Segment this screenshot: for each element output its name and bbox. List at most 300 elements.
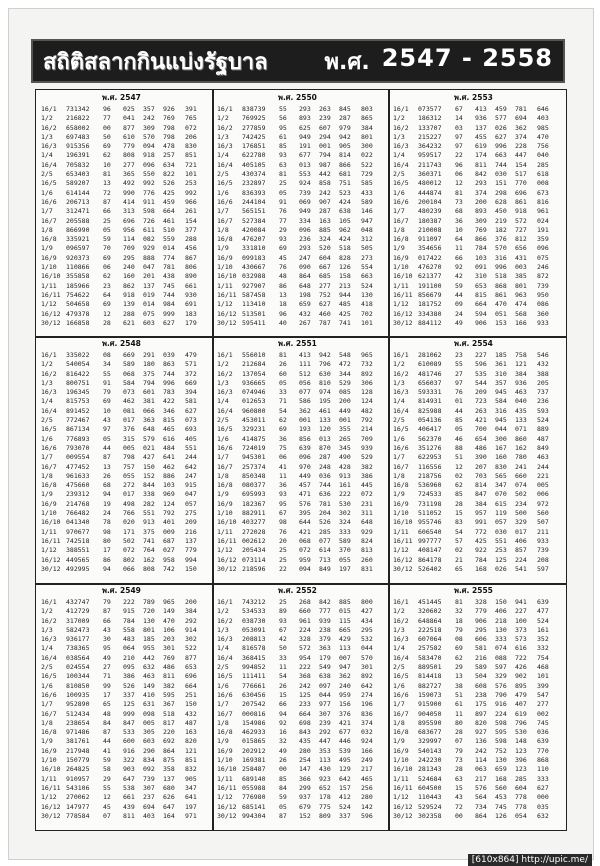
draw-date: 1/6 <box>41 681 53 690</box>
back-3-prize-b: 036 <box>537 728 549 737</box>
back-3-prize-a: 792 <box>163 509 175 518</box>
back-3-prize-a: 054 <box>515 811 527 820</box>
first-prize: 270062 <box>66 793 90 802</box>
back-3-prize-a: 744 <box>163 369 175 378</box>
draw-row <box>38 198 211 207</box>
front-3-prize-a: 999 <box>123 709 135 718</box>
front-3-prize-b: 130 <box>495 625 507 634</box>
two-digit-prize: 09 <box>455 300 463 309</box>
front-3-prize-a: 843 <box>299 728 311 737</box>
back-3-prize-b: 288 <box>185 235 197 244</box>
draw-row <box>214 598 387 607</box>
two-digit-prize: 97 <box>103 425 111 434</box>
front-3-prize-b: 918 <box>143 151 155 160</box>
draw-date: 1/11 <box>41 527 57 536</box>
first-prize: 232897 <box>242 179 266 188</box>
draw-row <box>38 598 211 607</box>
year-label: พ.ศ. 2551 <box>278 339 317 348</box>
two-digit-prize: 67 <box>279 625 287 634</box>
front-3-prize-a: 435 <box>299 737 311 746</box>
draw-date: 16/2 <box>393 123 409 132</box>
front-3-prize-a: 068 <box>123 369 135 378</box>
front-3-prize-a: 526 <box>123 681 135 690</box>
two-digit-prize: 81 <box>103 170 111 179</box>
front-3-prize-a: 594 <box>475 309 487 318</box>
back-3-prize-a: 462 <box>163 462 175 471</box>
first-prize: 527384 <box>242 216 266 225</box>
front-3-prize-b: 160 <box>495 453 507 462</box>
back-3-prize-a: 406 <box>515 536 527 545</box>
back-3-prize-b: 377 <box>185 225 197 234</box>
year-label: พ.ศ. 2553 <box>454 93 493 102</box>
back-3-prize-b: 522 <box>185 644 197 653</box>
back-3-prize-a: 156 <box>339 700 351 709</box>
draw-date: 1/4 <box>217 397 229 406</box>
draw-row <box>214 719 387 728</box>
front-3-prize-b: 047 <box>143 263 155 272</box>
draw-date: 16/9 <box>217 746 233 755</box>
front-3-prize-b: 316 <box>495 253 507 262</box>
two-digit-prize: 81 <box>455 188 463 197</box>
back-3-prize-b: 571 <box>185 360 197 369</box>
back-3-prize-a: 014 <box>163 244 175 253</box>
two-digit-prize: 84 <box>279 783 287 792</box>
two-digit-prize: 71 <box>103 672 111 681</box>
two-digit-prize: 63 <box>455 774 463 783</box>
draw-date: 16/11 <box>41 783 61 792</box>
front-3-prize-a: 191 <box>299 142 311 151</box>
first-prize: 147977 <box>66 802 90 811</box>
draw-row <box>390 198 565 207</box>
two-digit-prize: 28 <box>103 318 111 327</box>
back-3-prize-b: 482 <box>361 406 373 415</box>
two-digit-prize: 63 <box>279 160 287 169</box>
first-prize: 689140 <box>242 774 266 783</box>
two-digit-prize: 69 <box>279 425 287 434</box>
front-3-prize-b: 363 <box>143 416 155 425</box>
two-digit-prize: 27 <box>103 663 111 672</box>
back-3-prize-b: 221 <box>537 471 549 480</box>
back-3-prize-b: 664 <box>185 681 197 690</box>
front-3-prize-b: 307 <box>319 709 331 718</box>
draw-row <box>38 556 211 565</box>
two-digit-prize: 22 <box>455 151 463 160</box>
draw-date: 2/5 <box>393 170 405 179</box>
two-digit-prize: 98 <box>279 518 287 527</box>
front-3-prize-a: 970 <box>299 462 311 471</box>
year-label: พ.ศ. 2548 <box>102 339 141 348</box>
draw-row <box>38 282 211 291</box>
back-3-prize-b: 200 <box>185 598 197 606</box>
first-prize: 562370 <box>418 434 442 443</box>
front-3-prize-b: 789 <box>143 598 155 606</box>
back-3-prize-b: 546 <box>537 351 549 359</box>
front-3-prize-b: 381 <box>143 397 155 406</box>
first-prize: 492995 <box>66 564 90 573</box>
first-prize: 743212 <box>242 598 266 606</box>
two-digit-prize: 38 <box>455 681 463 690</box>
back-3-prize-a: 817 <box>163 718 175 727</box>
back-3-prize-a: 500 <box>515 509 527 518</box>
back-3-prize-b: 547 <box>537 690 549 699</box>
first-prize: 595411 <box>242 318 266 327</box>
first-prize: 331810 <box>242 244 266 253</box>
two-digit-prize: 73 <box>455 756 463 765</box>
back-3-prize-b: 865 <box>361 114 373 123</box>
draw-row <box>390 226 565 235</box>
draw-row <box>214 472 387 481</box>
back-3-prize-a: 694 <box>515 114 527 123</box>
draw-row <box>390 453 565 462</box>
front-3-prize-a: 659 <box>299 300 311 309</box>
two-digit-prize: 93 <box>279 235 287 244</box>
draw-date: 1/3 <box>217 132 229 141</box>
first-prize: 915900 <box>418 700 442 709</box>
first-prize: 214768 <box>66 499 90 508</box>
front-3-prize-b: 628 <box>495 197 507 206</box>
two-digit-prize: 26 <box>279 756 287 765</box>
first-prize: 891452 <box>66 406 90 415</box>
front-3-prize-b: 526 <box>319 518 331 527</box>
back-3-prize-b: 261 <box>185 207 197 216</box>
front-3-prize-b: 945 <box>495 416 507 425</box>
draw-row <box>38 528 211 537</box>
two-digit-prize: 29 <box>279 225 287 234</box>
draw-row <box>214 463 387 472</box>
front-3-prize-b: 201 <box>143 272 155 281</box>
first-prize: 959517 <box>418 151 442 160</box>
back-3-prize-b: 154 <box>185 216 197 225</box>
back-3-prize-b: 075 <box>537 253 549 262</box>
draw-date: 16/6 <box>41 690 57 699</box>
first-prize: 053091 <box>242 625 266 634</box>
first-prize: 212684 <box>242 360 266 369</box>
first-prize: 904050 <box>418 709 442 718</box>
draw-row <box>214 379 387 388</box>
first-prize: 257374 <box>242 462 266 471</box>
back-3-prize-a: 115 <box>339 616 351 625</box>
front-3-prize-a: 240 <box>123 263 135 272</box>
two-digit-prize: 50 <box>279 644 287 653</box>
two-digit-prize: 05 <box>103 225 111 234</box>
two-digit-prize: 91 <box>279 197 287 206</box>
first-prize: 610089 <box>418 360 442 369</box>
front-3-prize-a: 927 <box>475 728 487 737</box>
two-digit-prize: 30 <box>103 635 111 644</box>
front-3-prize-b: 460 <box>319 309 331 318</box>
back-3-prize-a: 572 <box>515 216 527 225</box>
front-3-prize-a: 820 <box>475 718 487 727</box>
back-3-prize-a: 665 <box>339 625 351 634</box>
back-3-prize-b: 892 <box>361 672 373 681</box>
draw-date: 16/3 <box>393 635 409 644</box>
back-3-prize-a: 778 <box>515 793 527 802</box>
draw-date: 1/9 <box>41 244 53 253</box>
back-3-prize-b: 642 <box>185 462 197 471</box>
first-prize: 099183 <box>242 253 266 262</box>
first-prize: 451445 <box>418 598 442 606</box>
first-prize: 405105 <box>242 160 266 169</box>
back-3-prize-a: 969 <box>163 490 175 499</box>
draw-date: 16/5 <box>41 672 57 681</box>
front-3-prize-b: 720 <box>143 607 155 616</box>
first-prize: 524684 <box>418 774 442 783</box>
back-3-prize-b: 721 <box>185 160 197 169</box>
year-block <box>38 91 211 335</box>
first-prize: 882727 <box>418 681 442 690</box>
front-3-prize-a: 862 <box>123 281 135 290</box>
draw-row <box>38 388 211 397</box>
first-prize: 166858 <box>66 318 90 327</box>
back-3-prize-b: 347 <box>185 783 197 792</box>
first-prize: 955746 <box>418 518 442 527</box>
draw-row <box>214 728 387 737</box>
back-3-prize-a: 017 <box>515 527 527 536</box>
draw-date: 2/5 <box>217 416 229 425</box>
draw-row <box>390 691 565 700</box>
front-3-prize-b: 353 <box>319 746 331 755</box>
draw-row <box>38 518 211 527</box>
back-3-prize-a: 742 <box>163 564 175 573</box>
front-3-prize-b: 410 <box>143 690 155 699</box>
draw-date: 1/10 <box>217 756 233 765</box>
draw-row <box>214 226 387 235</box>
draw-row <box>214 282 387 291</box>
back-3-prize-b: 312 <box>361 235 373 244</box>
back-3-prize-b: 890 <box>185 272 197 281</box>
draw-date: 1/10 <box>217 509 233 518</box>
front-3-prize-a: 486 <box>475 443 487 452</box>
front-3-prize-b: 598 <box>495 718 507 727</box>
front-3-prize-a: 425 <box>475 536 487 545</box>
first-prize: 867134 <box>66 425 90 434</box>
draw-row <box>214 793 387 802</box>
back-3-prize-b: 101 <box>361 318 373 327</box>
two-digit-prize: 03 <box>455 123 463 132</box>
draw-date: 16/2 <box>41 369 57 378</box>
two-digit-prize: 44 <box>103 443 111 452</box>
draw-row <box>390 500 565 509</box>
back-3-prize-a: 510 <box>163 225 175 234</box>
front-3-prize-a: 066 <box>123 564 135 573</box>
front-3-prize-b: 603 <box>143 737 155 746</box>
back-3-prize-a: 429 <box>339 635 351 644</box>
front-3-prize-b: 285 <box>319 527 331 536</box>
back-3-prize-a: 798 <box>163 123 175 132</box>
first-prize: 920373 <box>66 253 90 262</box>
front-3-prize-b: 808 <box>143 564 155 573</box>
draw-date: 1/12 <box>41 793 57 802</box>
front-3-prize-a: 254 <box>299 756 311 765</box>
draw-date: 16/6 <box>41 197 57 206</box>
year-block <box>38 584 211 829</box>
back-3-prize-a: 001 <box>339 416 351 425</box>
first-prize: 526402 <box>418 564 442 573</box>
two-digit-prize: 93 <box>279 616 287 625</box>
front-3-prize-a: 639 <box>299 443 311 452</box>
front-3-prize-b: 911 <box>143 197 155 206</box>
front-3-prize-a: 610 <box>123 132 135 141</box>
front-3-prize-a: 779 <box>123 142 135 151</box>
first-prize: 408147 <box>418 546 442 555</box>
first-prize: 218596 <box>242 564 266 573</box>
draw-date: 16/12 <box>217 802 237 811</box>
back-3-prize-a: 984 <box>163 300 175 309</box>
first-prize: 186312 <box>418 114 442 123</box>
draw-date: 1/11 <box>393 527 409 536</box>
first-prize: 731198 <box>418 499 442 508</box>
draw-row <box>214 388 387 397</box>
two-digit-prize: 07 <box>455 737 463 746</box>
first-prize: 884112 <box>418 318 442 327</box>
back-3-prize-a: 039 <box>163 351 175 359</box>
draw-row <box>214 444 387 453</box>
front-3-prize-a: 937 <box>299 793 311 802</box>
two-digit-prize: 54 <box>455 527 463 536</box>
draw-date: 1/3 <box>217 378 229 387</box>
front-3-prize-a: 210 <box>123 653 135 662</box>
first-prize: 738365 <box>66 644 90 653</box>
front-3-prize-b: 287 <box>319 453 331 462</box>
draw-row <box>38 397 211 406</box>
back-3-prize-a: 015 <box>339 607 351 616</box>
back-3-prize-a: 257 <box>163 151 175 160</box>
draw-date: 1/6 <box>217 681 229 690</box>
back-3-prize-b: 477 <box>537 607 549 616</box>
back-3-prize-a: 942 <box>339 132 351 141</box>
back-3-prize-a: 401 <box>163 518 175 527</box>
draw-date: 16/10 <box>393 272 413 281</box>
draw-date: 1/3 <box>217 625 229 634</box>
back-3-prize-a: 222 <box>339 490 351 499</box>
front-3-prize-a: 916 <box>123 746 135 755</box>
draw-row <box>214 198 387 207</box>
draw-date: 16/10 <box>217 765 237 774</box>
two-digit-prize: 76 <box>279 527 287 536</box>
two-digit-prize: 86 <box>279 281 287 290</box>
title-banner <box>31 39 565 83</box>
front-3-prize-a: 013 <box>299 160 311 169</box>
back-3-prize-b: 277 <box>537 700 549 709</box>
front-3-prize-b: 913 <box>143 518 155 527</box>
two-digit-prize: 22 <box>279 564 287 573</box>
front-3-prize-b: 907 <box>319 197 331 206</box>
image-host-caption: [610x864] http://upic.me/ <box>468 854 592 866</box>
first-prize: 100344 <box>66 672 90 681</box>
front-3-prize-a: 309 <box>475 216 487 225</box>
back-3-prize-b: 384 <box>361 123 373 132</box>
front-3-prize-b: 632 <box>143 663 155 672</box>
two-digit-prize: 29 <box>103 774 111 783</box>
back-3-prize-a: 200 <box>339 397 351 406</box>
draw-row <box>390 644 565 653</box>
front-3-prize-b: 939 <box>319 616 331 625</box>
draw-row <box>214 207 387 216</box>
first-prize: 476270 <box>418 263 442 272</box>
front-3-prize-b: 570 <box>495 244 507 253</box>
front-3-prize-a: 096 <box>299 225 311 234</box>
back-3-prize-a: 472 <box>339 360 351 369</box>
draw-date: 1/8 <box>217 471 229 480</box>
back-3-prize-b: 128 <box>361 388 373 397</box>
back-3-prize-a: 744 <box>163 290 175 299</box>
front-3-prize-b: 292 <box>319 728 331 737</box>
front-3-prize-a: 139 <box>123 300 135 309</box>
back-3-prize-a: 595 <box>163 690 175 699</box>
back-3-prize-a: 123 <box>515 765 527 774</box>
two-digit-prize: 17 <box>103 546 111 555</box>
back-3-prize-a: 197 <box>339 564 351 573</box>
draw-date: 1/6 <box>217 188 229 197</box>
front-3-prize-b: 185 <box>495 351 507 359</box>
draw-date: 16/5 <box>393 425 409 434</box>
two-digit-prize: 59 <box>455 281 463 290</box>
back-3-prize-b: 463 <box>537 453 549 462</box>
draw-row <box>38 133 211 142</box>
draw-row <box>214 654 387 663</box>
front-3-prize-b: 082 <box>143 235 155 244</box>
front-3-prize-b: 549 <box>319 663 331 672</box>
back-3-prize-b: 217 <box>361 765 373 774</box>
two-digit-prize: 77 <box>103 114 111 123</box>
front-3-prize-a: 538 <box>123 783 135 792</box>
first-prize: 589207 <box>66 179 90 188</box>
first-prize: 206713 <box>66 197 90 206</box>
draw-date: 2/5 <box>217 170 229 179</box>
first-prize: 882911 <box>242 509 266 518</box>
front-3-prize-b: 167 <box>495 443 507 452</box>
draw-date: 1/6 <box>393 681 405 690</box>
draw-date: 1/7 <box>393 453 405 462</box>
two-digit-prize: 05 <box>279 378 287 387</box>
draw-date: 1/10 <box>393 756 409 765</box>
front-3-prize-a: 390 <box>475 453 487 462</box>
draw-date: 1/10 <box>217 263 233 272</box>
first-prize: 200104 <box>418 197 442 206</box>
draw-date: 1/7 <box>217 700 229 709</box>
two-digit-prize: 94 <box>103 564 111 573</box>
front-3-prize-a: 368 <box>299 672 311 681</box>
draw-date: 1/10 <box>41 263 57 272</box>
front-3-prize-b: 595 <box>495 728 507 737</box>
front-3-prize-b: 764 <box>143 546 155 555</box>
front-3-prize-b: 375 <box>143 527 155 536</box>
back-3-prize-b: 966 <box>185 197 197 206</box>
front-3-prize-a: 295 <box>123 253 135 262</box>
first-prize: 182367 <box>242 499 266 508</box>
back-3-prize-a: 106 <box>163 625 175 634</box>
draw-date: 1/3 <box>393 132 405 141</box>
first-prize: 150779 <box>66 756 90 765</box>
front-3-prize-a: 236 <box>299 235 311 244</box>
two-digit-prize: 65 <box>455 564 463 573</box>
two-digit-prize: 89 <box>279 607 287 616</box>
draw-row <box>390 189 565 198</box>
back-3-prize-a: 885 <box>339 598 351 606</box>
back-3-prize-b: 166 <box>361 746 373 755</box>
two-digit-prize: 12 <box>103 793 111 802</box>
first-prize: 997777 <box>418 536 442 545</box>
draw-row <box>390 654 565 663</box>
back-3-prize-a: 376 <box>339 709 351 718</box>
front-3-prize-a: 315 <box>123 434 135 443</box>
first-prize: 176851 <box>242 142 266 151</box>
two-digit-prize: 56 <box>279 114 287 123</box>
draw-date: 16/4 <box>393 653 409 662</box>
back-3-prize-b: 868 <box>537 756 549 765</box>
draw-row <box>38 425 211 434</box>
first-prize: 927907 <box>242 281 266 290</box>
